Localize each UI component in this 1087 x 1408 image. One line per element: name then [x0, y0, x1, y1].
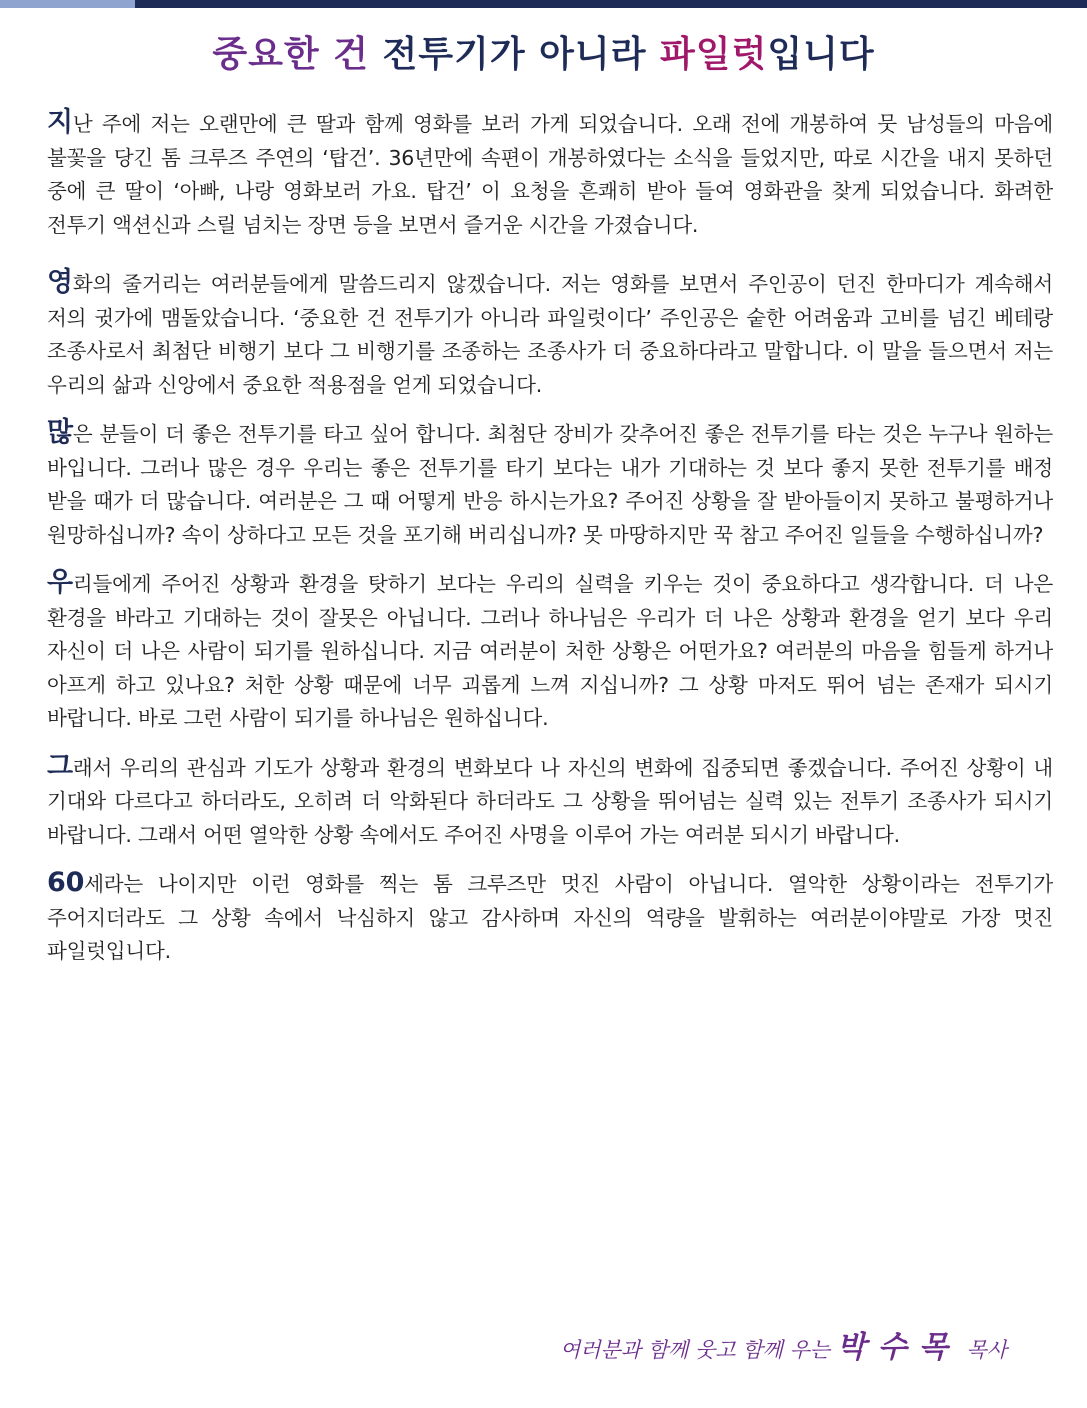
page-title: [0, 26, 1087, 77]
paragraph-text: 세라는 나이지만 이런 영화를 찍는 톰 크루즈만 멋진 사람이 아닙니다. 열악한 상황이라는 전투기가 주어지더라도 그 상황 속에서 낙심하지 않고 감사하며 자신의 역량을 발휘하는 여러분이야말로 가장 멋진 파일럿입니다.: [47, 872, 1053, 963]
paragraph-5: [47, 750, 1053, 853]
title-part-3: 파일럿: [660, 34, 768, 75]
title-part-2: 전투기가 아니라: [382, 34, 647, 75]
signature-name: 박수목: [836, 1330, 960, 1365]
paragraph-2: [47, 266, 1053, 402]
paragraph-text: 리들에게 주어진 상황과 환경을 탓하기 보다는 우리의 실력을 키우는 것이 중요하다고 생각합니다. 더 나은 환경을 바라고 기대하는 것이 잘못은 아닙니다. 그러나 하나님은 우리가 더 나은 상황과 환경을 얻기 보다 우리 자신이 더 나은 사람이 되기를 원하십니다. 지금 여러분이 처한 상황은 어떤가요? 여러분의 마음을 힘들게 하거나 아프게 하고 있나요? 처한 상황 때문에 너무 괴롭게 느껴 지십니까? 그 상황 마저도 뛰어 넘는 존재가 되시기 바랍니다. 바로 그런 사람이 되기를 하나님은 원하십니다.: [47, 572, 1053, 730]
title-part-1: 중요한 건: [212, 34, 369, 75]
article-body: [47, 106, 1053, 993]
paragraph-lead: 지: [47, 107, 73, 138]
paragraph-lead: 60: [47, 867, 85, 898]
paragraph-text: 래서 우리의 관심과 기도가 상황과 환경의 변화보다 나 자신의 변화에 집중되면 좋겠습니다. 주어진 상황이 내 기대와 다르다고 하더라도, 오히려 더 악화된다 하더라도 그 상황을 뛰어넘는 실력 있는 전투기 조종사가 되시기 바랍니다. 그래서 어떤 열악한 상황 속에서도 주어진 사명을 이루어 가는 여러분 되시기 바랍니다.: [47, 755, 1053, 847]
paragraph-6: [47, 866, 1053, 969]
paragraph-text: 화의 줄거리는 여러분들에게 말씀드리지 않겠습니다. 저는 영화를 보면서 주인공이 던진 한마디가 계속해서 저의 귓가에 맴돌았습니다. ‘중요한 건 전투기가 아니라 파일럿이다’ 주인공은 숱한 어려움과 고비를 넘긴 베테랑 조종사로서 최첨단 비행기 보다 그 비행기를 조종하는 조종사가 더 중요하다라고 말합니다. 이 말을 들으면서 저는 우리의 삶과 신앙에서 중요한 적용점을 얻게 되었습니다.: [47, 272, 1053, 397]
top-bar: [0, 0, 1087, 8]
paragraph-4: [47, 566, 1053, 736]
signature-title: 목사: [966, 1338, 1007, 1362]
paragraph-lead: 그: [47, 750, 73, 782]
signature-prefix: 여러분과 함께 웃고 함께 우는: [559, 1338, 831, 1362]
paragraph-lead: 우: [47, 567, 73, 598]
signature: [560, 1322, 1007, 1366]
paragraph-text: 은 분들이 더 좋은 전투기를 타고 싶어 합니다. 최첨단 장비가 갖추어진 좋은 전투기를 타는 것은 누구나 원하는 바입니다. 그러나 많은 경우 우리는 좋은 전투기를 타기 보다는 내가 기대하는 것 보다 좋지 못한 전투기를 배정 받을 때가 더 많습니다. 여러분은 그 때 어떻게 반응 하시는가요? 주어진 상황을 잘 받아들이지 못하고 불평하거나 원망하십니까? 속이 상하다고 모든 것을 포기해 버리십니까? 못 마땅하지만 꾹 참고 주어진 일들을 수행하십니까?: [47, 422, 1053, 547]
paragraph-1: [47, 106, 1053, 242]
top-bar-accent: [0, 0, 135, 8]
paragraph-lead: 많: [47, 417, 73, 448]
paragraph-lead: 영: [47, 267, 73, 298]
title-part-4: 입니다: [767, 34, 875, 75]
paragraph-3: [47, 416, 1053, 552]
paragraph-text: 난 주에 저는 오랜만에 큰 딸과 함께 영화를 보러 가게 되었습니다. 오래 전에 개봉하여 뭇 남성들의 마음에 불꽃을 당긴 톰 크루즈 주연의 ‘탑건’. 36년만에 속편이 개봉하였다는 소식을 들었지만, 따로 시간을 내지 못하던 중에 큰 딸이 ‘아빠, 나랑 영화보러 가요. 탑건’ 이 요청을 흔쾌히 받아 들여 영화관을 찾게 되었습니다. 화려한 전투기 액션신과 스릴 넘치는 장면 등을 보면서 즐거운 시간을 가졌습니다.: [47, 112, 1053, 237]
